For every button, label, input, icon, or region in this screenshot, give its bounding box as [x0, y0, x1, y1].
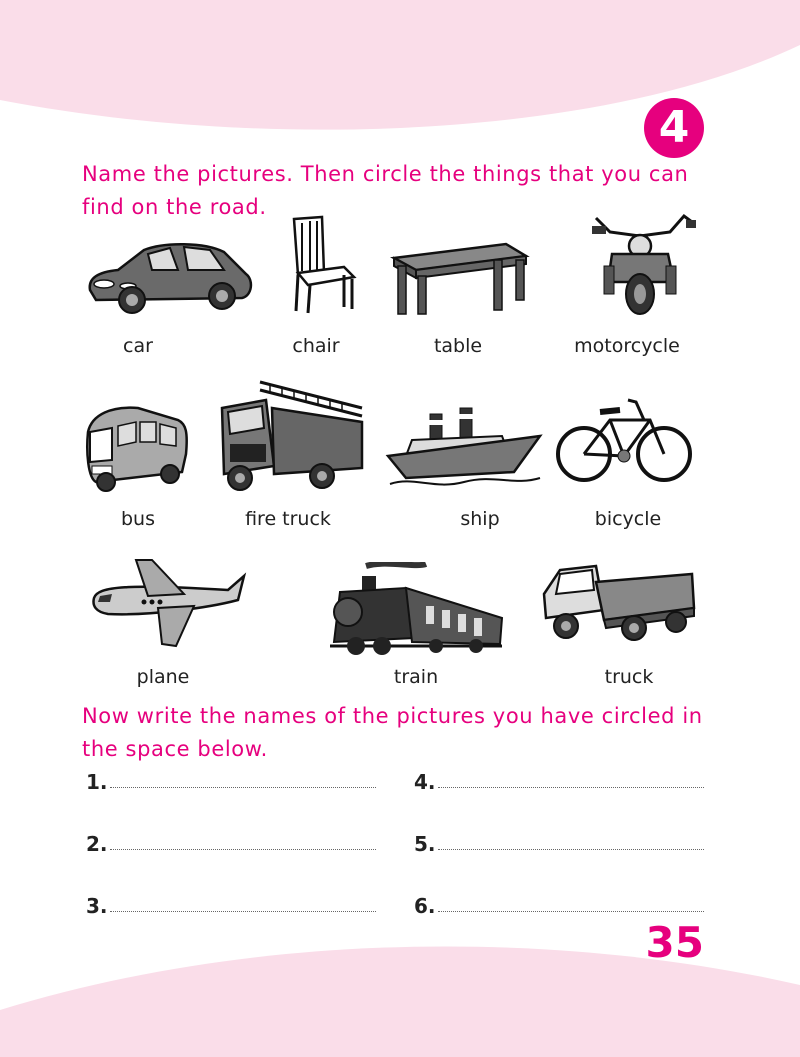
- picture-label-bicycle: bicycle: [594, 508, 662, 530]
- instruction-line-3: Now write the names of the pictures you have circled in: [82, 704, 703, 728]
- ship-icon: [384, 406, 544, 492]
- picture-label-bus: bus: [120, 508, 156, 530]
- fire-truck-icon: [216, 378, 366, 492]
- dotted-line: [438, 849, 704, 850]
- answer-line-2[interactable]: [86, 826, 376, 856]
- answer-line-4[interactable]: [414, 764, 704, 794]
- bicycle-icon: [554, 394, 696, 486]
- instruction-line-2: find on the road.: [82, 195, 267, 219]
- bus-icon: [82, 402, 192, 492]
- train-icon: [326, 562, 504, 658]
- answer-number: 5.: [414, 832, 436, 856]
- exercise-number-badge: 4: [644, 98, 704, 158]
- answer-number: 1.: [86, 770, 108, 794]
- answer-number: 6.: [414, 894, 436, 918]
- answer-number: 4.: [414, 770, 436, 794]
- picture-label-car: car: [123, 335, 153, 357]
- dotted-line: [438, 787, 704, 788]
- answer-line-6[interactable]: [414, 888, 704, 918]
- picture-label-truck: truck: [604, 666, 654, 688]
- picture-label-fire-truck: fire truck: [245, 508, 331, 530]
- car-icon: [84, 238, 254, 318]
- dotted-line: [110, 787, 376, 788]
- answer-line-5[interactable]: [414, 826, 704, 856]
- plane-icon: [88, 556, 250, 650]
- picture-label-train: train: [393, 666, 439, 688]
- picture-label-table: table: [433, 335, 483, 357]
- instruction-line-4: the space below.: [82, 737, 268, 761]
- picture-label-ship: ship: [460, 508, 500, 530]
- picture-label-motorcycle: motorcycle: [574, 335, 680, 357]
- instruction-line-1: Name the pictures. Then circle the things that you can: [82, 162, 689, 186]
- picture-label-chair: chair: [292, 335, 340, 357]
- table-icon: [390, 240, 530, 316]
- chair-icon: [286, 215, 358, 315]
- picture-label-plane: plane: [136, 666, 190, 688]
- motorcycle-icon: [590, 210, 700, 316]
- answer-line-1[interactable]: [86, 764, 376, 794]
- dotted-line: [110, 911, 376, 912]
- answer-number: 2.: [86, 832, 108, 856]
- answer-line-3[interactable]: [86, 888, 376, 918]
- page-number: 35: [645, 918, 704, 967]
- answer-number: 3.: [86, 894, 108, 918]
- truck-icon: [540, 560, 698, 644]
- dotted-line: [438, 911, 704, 912]
- dotted-line: [110, 849, 376, 850]
